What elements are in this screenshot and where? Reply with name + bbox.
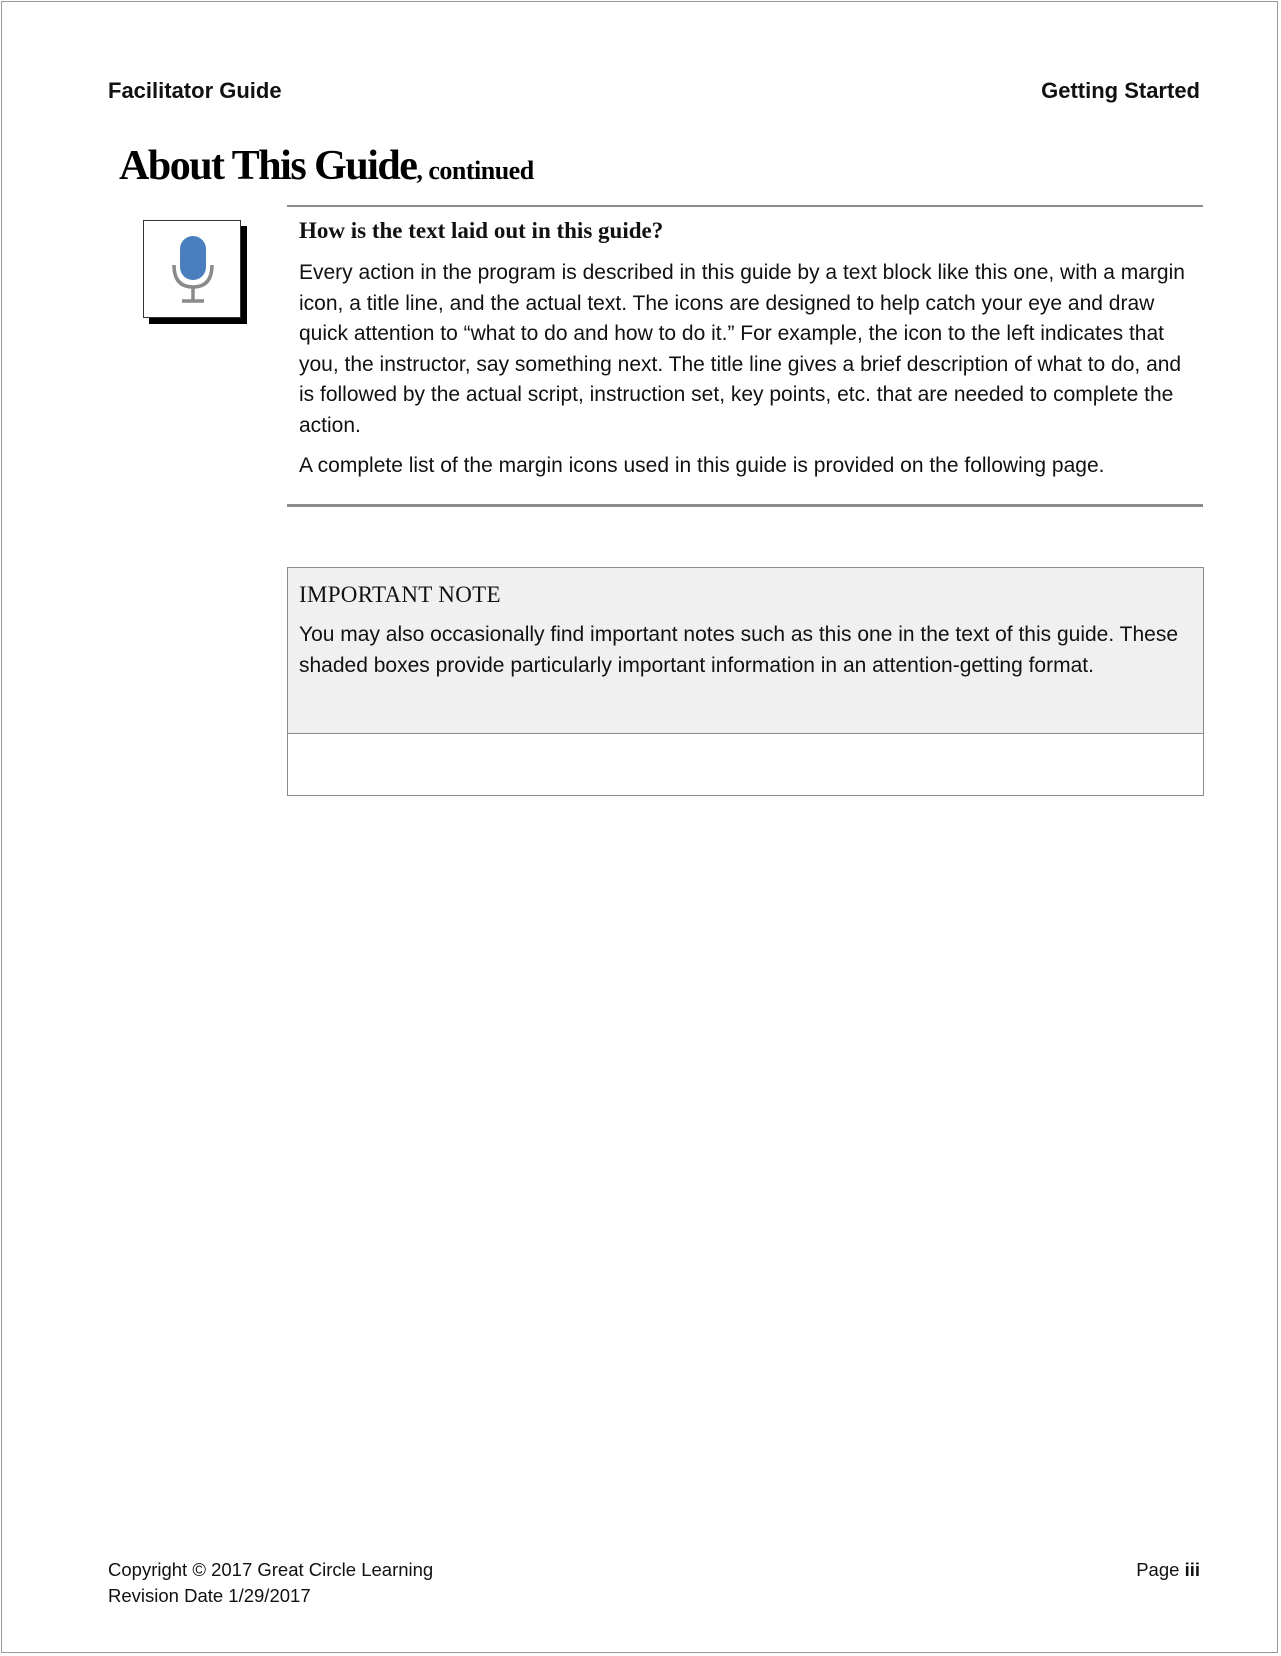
page-title-main: About This Guide bbox=[119, 143, 417, 189]
block-paragraph-1: Every action in the program is described in this guide by a text block like this one, with a margin icon, a title line, and the actual text. The icons are designed to help catch your eye and draw quick attention to “what to do and how to do it.” For example, the icon to the left indicates that you, the instructor, say something next. The title line gives a brief description of what to do, and is followed by the actual script, instruction set, key points, etc. that are needed to complete the action. bbox=[299, 261, 1185, 437]
important-note-shaded-area bbox=[288, 568, 1203, 734]
important-note-box bbox=[287, 567, 1204, 796]
block-bottom-rule bbox=[287, 504, 1203, 507]
footer-revision-date: Revision Date 1/29/2017 bbox=[108, 1585, 311, 1606]
margin-icon-box bbox=[143, 220, 241, 318]
text-block bbox=[299, 218, 1199, 492]
block-top-rule bbox=[287, 205, 1203, 207]
header-right: Getting Started bbox=[1041, 78, 1200, 103]
footer-page-number bbox=[1136, 1559, 1200, 1581]
block-heading: How is the text laid out in this guide? bbox=[299, 218, 664, 243]
footer-page-numeral: iii bbox=[1184, 1559, 1200, 1580]
important-note-text: You may also occasionally find important notes such as this one in the text of this guide. These shaded boxes provide particularly important information in an attention-getting format. bbox=[299, 623, 1179, 677]
footer-copyright: Copyright © 2017 Great Circle Learning bbox=[108, 1559, 434, 1580]
important-note-title: IMPORTANT NOTE bbox=[299, 582, 501, 607]
page-title bbox=[119, 142, 534, 190]
microphone-icon bbox=[144, 221, 240, 317]
block-paragraph-2: A complete list of the margin icons used in this guide is provided on the following page. bbox=[299, 454, 1105, 477]
page-title-suffix: , continued bbox=[416, 156, 534, 185]
header-left: Facilitator Guide bbox=[108, 78, 282, 103]
footer-page-label: Page bbox=[1136, 1559, 1185, 1580]
